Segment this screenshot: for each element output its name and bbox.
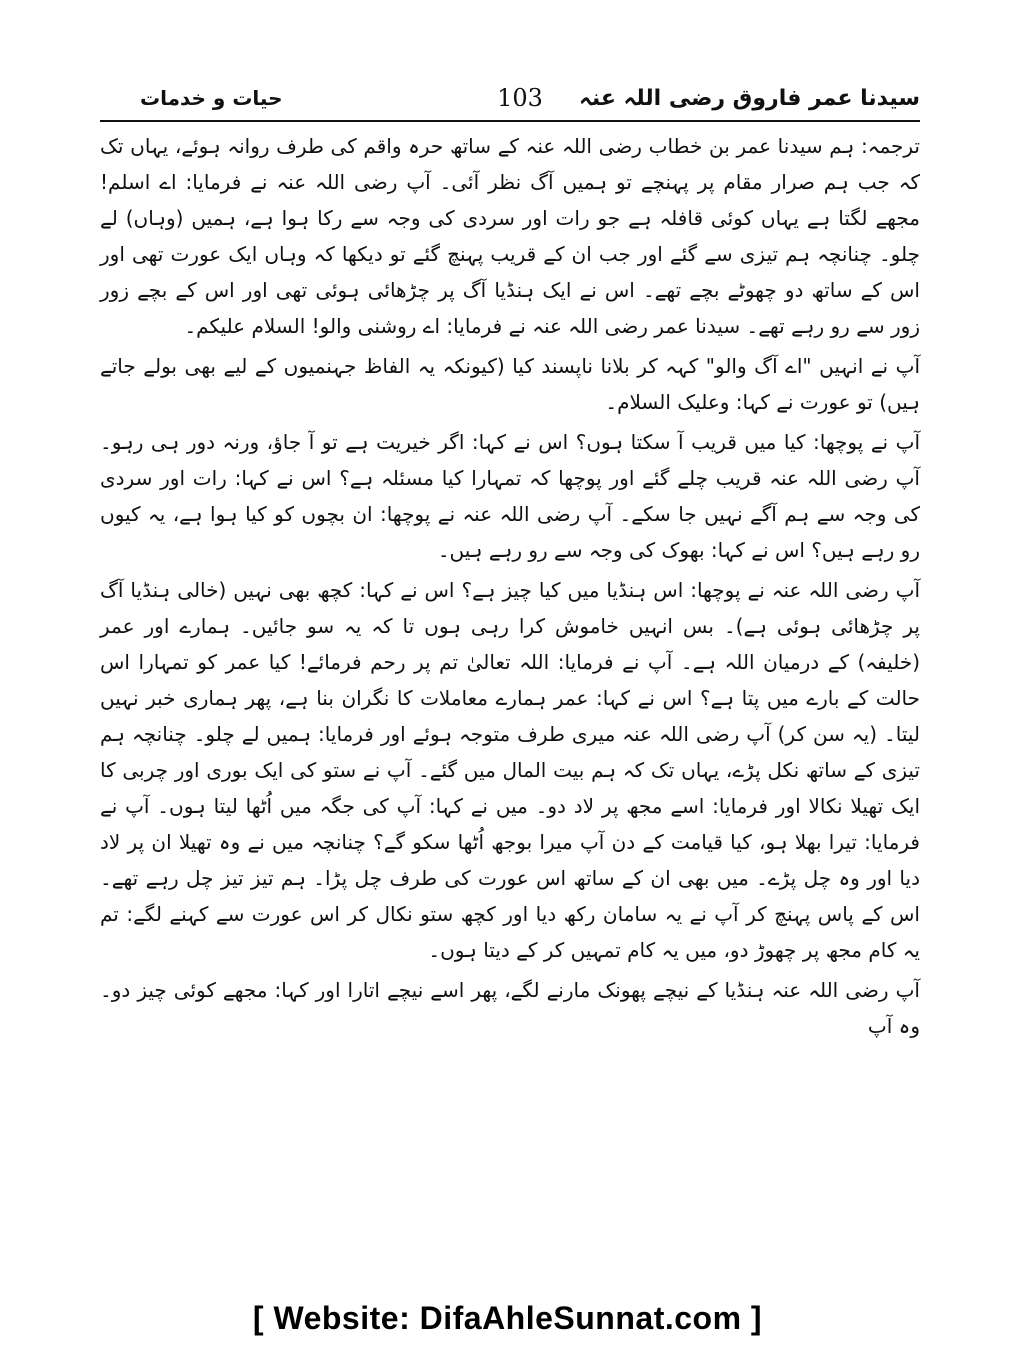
paragraph: آپ رضی اللہ عنہ ہنڈیا کے نیچے پھونک مارنے لگے، پھر اسے نیچے اتارا اور کہا: مجھے کوئی چیز دو۔ وہ آپ xyxy=(100,978,920,1038)
page-number: 103 xyxy=(497,84,543,112)
body-text xyxy=(100,128,920,1044)
website-footer: [ Website: DifaAhleSunnat.com ] xyxy=(252,1300,763,1336)
book-title: سیدنا عمر فاروق رضی اللہ عنہ xyxy=(578,86,920,111)
paragraph: آپ رضی اللہ عنہ نے پوچھا: اس ہنڈیا میں کیا چیز ہے؟ اس نے کہا: کچھ بھی نہیں (خالی ہنڈیا آگ پر چڑھائی ہوئی ہے)۔ بس انہیں خاموش کرا رہی ہوں تا کہ یہ سو جائیں۔ ہمارے اور عمر (خلیفہ) کے درمیان اللہ ہے۔ آپ نے فرمایا: اللہ تعالیٰ تم پر رحم فرمائے! کیا عمر کو تمہارا اس حالت کے بارے میں پتا ہے؟ اس نے کہا: عمر ہمارے معاملات کا نگران بنا ہے، پھر ہماری خبر نہیں لیتا۔ (یہ سن کر) آپ رضی اللہ عنہ میری طرف متوجہ ہوئے اور فرمایا: ہمیں لے چلو۔ چنانچہ ہم تیزی کے ساتھ نکل پڑے، یہاں تک کہ ہم بیت المال میں گئے۔ آپ نے ستو کی ایک بوری اور چربی کا ایک تھیلا نکالا اور فرمایا: اسے مجھ پر لاد دو۔ میں نے کہا: آپ کی جگہ میں اُٹھا لیتا ہوں۔ آپ نے فرمایا: تیرا بھلا ہو، کیا قیامت کے دن آپ میرا بوجھ اُٹھا سکو گے؟ چنانچہ میں نے وہ تھیلا ان پر لاد دیا اور وہ چل پڑے۔ میں بھی ان کے ساتھ اس عورت کی طرف چل پڑا۔ ہم تیز تیز چل رہے تھے۔ اس کے پاس پہنچ کر آپ نے یہ سامان رکھ دیا اور کچھ ستو نکال کر اس عورت سے کہنے لگے: تم یہ کام مجھ پر چھوڑ دو، میں یہ کام تمہیں کر کے دیتا ہوں۔ xyxy=(100,578,920,962)
paragraph: آپ نے انہیں "اے آگ والو" کہہ کر بلانا ناپسند کیا (کیونکہ یہ الفاظ جہنمیوں کے لیے بھی بولے جاتے ہیں) تو عورت نے کہا: وعلیک السلام۔ xyxy=(100,354,920,414)
header-divider xyxy=(100,120,920,122)
paragraph: ترجمہ: ہم سیدنا عمر بن خطاب رضی اللہ عنہ کے ساتھ حرہ واقم کی طرف روانہ ہوئے، یہاں تک کہ جب ہم صرار مقام پر پہنچے تو ہمیں آگ نظر آئی۔ آپ رضی اللہ عنہ نے فرمایا: اے اسلم! مجھے لگتا ہے یہاں کوئی قافلہ ہے جو رات اور سردی کی وجہ سے رکا ہوا ہے، ہمیں (وہاں) لے چلو۔ چنانچہ ہم تیزی سے گئے اور جب ان کے قریب پہنچ گئے تو دیکھا کہ وہاں ایک عورت تھی اور اس کے ساتھ دو چھوٹے بچے تھے۔ اس نے ایک ہنڈیا آگ پر چڑھائی ہوئی تھی اور اس کے بچے زور زور سے رو رہے تھے۔ سیدنا عمر رضی اللہ عنہ نے فرمایا: اے روشنی والو! السلام علیکم۔ xyxy=(100,134,920,338)
paragraph: آپ نے پوچھا: کیا میں قریب آ سکتا ہوں؟ اس نے کہا: اگر خیریت ہے تو آ جاؤ، ورنہ دور ہی رہو۔ آپ رضی اللہ عنہ قریب چلے گئے اور پوچھا کہ تمہارا کیا مسئلہ ہے؟ اس نے کہا: رات اور سردی کی وجہ سے ہم آگے نہیں جا سکے۔ آپ رضی اللہ عنہ نے پوچھا: ان بچوں کو کیا ہوا ہے، یہ کیوں رو رہے ہیں؟ اس نے کہا: بھوک کی وجہ سے رو رہے ہیں۔ xyxy=(100,430,920,562)
running-head: حیات و خدمات xyxy=(140,86,283,110)
page-header xyxy=(100,80,920,120)
